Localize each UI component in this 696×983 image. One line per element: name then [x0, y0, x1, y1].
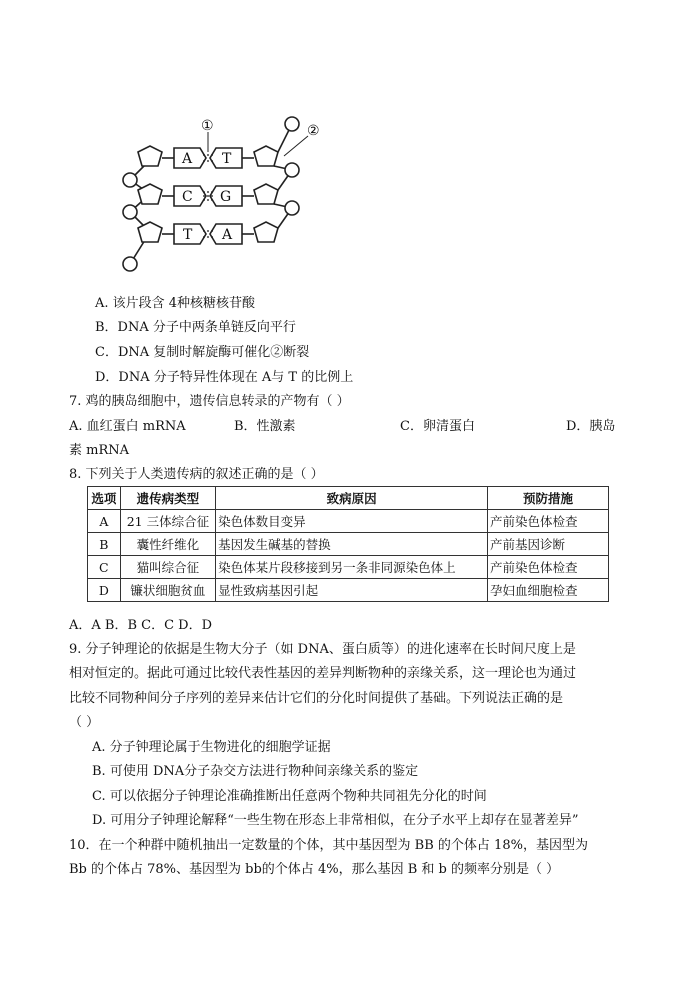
q7-stem: 7. 鸡的胰岛细胞中，遗传信息转录的产物有（ ）: [69, 394, 350, 409]
base-a-right: A: [222, 227, 233, 243]
table-row: [88, 510, 609, 533]
cell-prevention: 产前染色体检查: [488, 510, 609, 533]
q9-stem-line-3: 比较不同物种间分子序列的差异来估计它们的分化时间提供了基础。下列说法正确的是: [69, 691, 564, 706]
cell-prevention: 产前基因诊断: [488, 533, 609, 556]
genetic-disease-table: [87, 486, 609, 602]
base-g-right: G: [220, 189, 232, 205]
q9-option-a: A. 分子钟理论属于生物进化的细胞学证据: [92, 740, 331, 755]
q8-answer-options: A．A B．B C．C D．D: [69, 618, 213, 633]
header-prevention: 预防措施: [488, 487, 609, 510]
header-option: 选项: [88, 487, 121, 510]
cell-type: 猫叫综合征: [120, 556, 215, 579]
table-row: [88, 556, 609, 579]
q6-option-c: C．DNA 复制时解旋酶可催化②断裂: [95, 345, 310, 360]
q9-option-c: C. 可以依据分子钟理论准确推断出任意两个物种共同祖先分化的时间: [92, 789, 487, 804]
base-a-left: A: [182, 151, 193, 167]
right-sugar-3: [254, 222, 278, 242]
cell-cause: 染色体某片段移接到另一条非同源染色体上: [216, 556, 488, 579]
cell-option: A: [88, 510, 121, 533]
left-sugar-1: [138, 146, 162, 166]
cell-cause: 显性致病基因引起: [216, 579, 488, 602]
q9-option-d: D. 可用分子钟理论解释“一些生物在形态上非常相似，在分子水平上却存在显著差异”: [92, 813, 579, 828]
cell-prevention: 孕妇血细胞检查: [488, 579, 609, 602]
table-row: [88, 579, 609, 602]
left-sugar-2: [138, 184, 162, 204]
cell-option: D: [88, 579, 121, 602]
left-sugar-3: [138, 222, 162, 242]
base-t-right: T: [222, 151, 232, 167]
cell-option: C: [88, 556, 121, 579]
cell-type: 囊性纤维化: [120, 533, 215, 556]
right-phosphate-1: [285, 117, 299, 131]
q7-option-d-wrap: 素 mRNA: [69, 443, 130, 458]
cell-type: 镰状细胞贫血: [120, 579, 215, 602]
header-type: 遗传病类型: [120, 487, 215, 510]
q9-stem-line-1: 9. 分子钟理论的依据是生物大分子（如 DNA、蛋白质等）的进化速率在长时间尺度上是: [69, 642, 576, 657]
q6-option-a: A. 该片段含 4种核糖核苷酸: [95, 296, 256, 311]
cell-cause: 染色体数目变异: [216, 510, 488, 533]
base-t-left: T: [183, 227, 193, 243]
base-c-left: C: [182, 189, 193, 205]
right-sugar-1: [254, 146, 278, 166]
q9-stem-line-2: 相对恒定的。据此可通过比较代表性基因的差异判断物种的亲缘关系，这一理论也为通过: [69, 666, 577, 681]
header-cause: 致病原因: [216, 487, 488, 510]
q7-option-b: B．性激素: [234, 419, 296, 434]
label-1: ①: [201, 118, 214, 134]
label-2: ②: [307, 123, 320, 139]
cell-type: 21 三体综合征: [120, 510, 215, 533]
q10-line-1: 10．在一个种群中随机抽出一定数量的个体，其中基因型为 BB 的个体占 18%，基因型为: [69, 838, 588, 853]
table-row: [88, 533, 609, 556]
left-phosphate-2: [123, 205, 137, 219]
q7-option-c: C．卵清蛋白: [400, 419, 475, 434]
cell-prevention: 产前染色体检查: [488, 556, 609, 579]
table-header-row: [88, 487, 609, 510]
q10-line-2: Bb 的个体占 78%、基因型为 bb的个体占 4%，那么基因 B 和 b 的频率分别是（ ）: [69, 862, 560, 877]
q6-option-b: B．DNA 分子中两条单链反向平行: [95, 320, 296, 335]
right-sugar-2: [254, 184, 278, 204]
right-phosphate-3: [285, 201, 299, 215]
q9-stem-line-4: （ ）: [69, 715, 100, 730]
cell-cause: 基因发生碱基的替换: [216, 533, 488, 556]
q9-option-b: B. 可使用 DNA分子杂交方法进行物种间亲缘关系的鉴定: [92, 764, 419, 779]
q7-option-a: A. 血红蛋白 mRNA: [69, 419, 186, 434]
left-phosphate-3: [123, 257, 137, 271]
cell-option: B: [88, 533, 121, 556]
left-phosphate-1: [123, 173, 137, 187]
q8-stem: 8. 下列关于人类遗传病的叙述正确的是（ ）: [69, 467, 324, 482]
dna-structure-diagram: [112, 112, 332, 277]
q7-option-d: D．胰岛: [566, 419, 616, 434]
right-phosphate-2: [285, 163, 299, 177]
q6-option-d: D．DNA 分子特异性体现在 A与 T 的比例上: [95, 370, 354, 385]
